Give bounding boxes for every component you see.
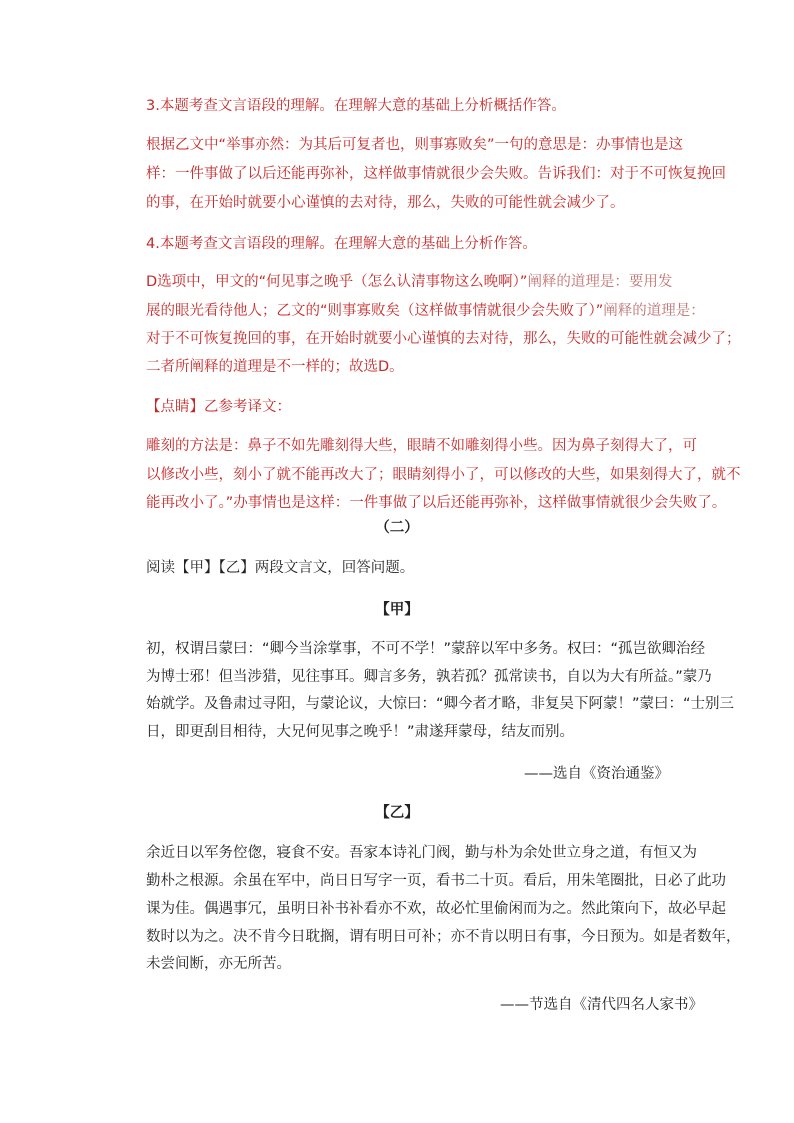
- q4-line2-part-b: 阐释的道理是：: [603, 303, 705, 319]
- q4-title: 4.本题考查文言语段的理解。在理解大意的基础上分析作答。: [146, 236, 537, 252]
- jia-line-1: 初，权谓吕蒙曰：“卿今当涂掌事，不可不学！”蒙辞以军中多务。权曰：“孤岂欲卿治经: [146, 641, 706, 657]
- translation-line-2: 以修改小些，刻小了就不能再改大了；眼睛刻得小了，可以修改的大些，如果刻得大了，就不: [146, 467, 741, 483]
- dianjing-text: 乙参考译文：: [204, 399, 291, 415]
- yi-line-1: 余近日以军务倥偬，寝食不安。吾家本诗礼门阀，勤与朴为余处世立身之道，有恒又为: [146, 845, 697, 861]
- yi-heading: 【乙】: [375, 805, 419, 821]
- q3-paragraph-line-2: 样：一件事做了以后还能再弥补，这样做事情就很少会失败。告诉我们：对于不可恢复挽回: [146, 166, 726, 182]
- section-two-heading: （二）: [375, 520, 419, 536]
- q4-line1-part-b: 阐释的道理是：要用发: [527, 274, 673, 290]
- q4-line1-part-a: D选项中，甲文的“何见事之晚乎（怎么认清事物这么晚啊）”: [146, 274, 528, 290]
- q3-title: 3.本题考查文言语段的理解。在理解大意的基础上分析概括作答。: [146, 98, 566, 114]
- yi-line-4: 数时以为之。决不肯今日耽搁，谓有明日可补；亦不肯以明日有事，今日预为。如是者数年，: [146, 929, 741, 945]
- jia-line-3: 始就学。及鲁肃过寻阳，与蒙论议，大惊曰：“卿今者才略，非复吴下阿蒙！”蒙曰：“士别三: [146, 696, 735, 712]
- jia-line-2: 为博士邪！但当涉猎，见往事耳。卿言多务，孰若孤？孤常读书，自以为大有所益。”蒙乃: [146, 669, 712, 685]
- dianjing-line: [146, 398, 291, 416]
- q4-paragraph-line-1: [146, 273, 672, 291]
- q4-paragraph-line-2: [146, 302, 705, 320]
- q3-paragraph-line-3: 的事，在开始时就要小心谨慎的去对待，那么，失败的可能性就会减少了。: [146, 195, 625, 211]
- jia-heading: 【甲】: [375, 602, 419, 618]
- jia-source: ——选自《资治通鉴》: [524, 766, 669, 782]
- section-two-instruction: 阅读【甲】【乙】两段文言文，回答问题。: [146, 560, 415, 576]
- yi-source: ——节选自《清代四名人家书》: [500, 997, 703, 1013]
- jia-line-4: 日，即更刮目相待，大兄何见事之晚乎！”肃遂拜蒙母，结友而别。: [146, 724, 575, 740]
- yi-line-3: 课为佳。偶遇事冗，虽明日补书补看亦不欢，故必忙里偷闲而为之。然此策向下，故必早起: [146, 901, 726, 917]
- yi-line-5: 未尝间断，亦无所苦。: [146, 956, 291, 972]
- q3-paragraph-line-1: 根据乙文中“举事亦然：为其后可复者也，则事寡败矣”一句的意思是：办事情也是这: [146, 137, 684, 153]
- q4-line2-part-a: 展的眼光看待他人；乙文的“则事寡败矣（这样做事情就很少会失败了）”: [146, 303, 604, 319]
- q4-paragraph-line-3: 对于不可恢复挽回的事，在开始时就要小心谨慎的去对待，那么，失败的可能性就会减少了；: [146, 331, 741, 347]
- translation-line-1: 雕刻的方法是：鼻子不如先雕刻得大些，眼睛不如雕刻得小些。因为鼻子刻得大了，可: [146, 438, 697, 454]
- translation-line-3: 能再改小了。”办事情也是这样：一件事做了以后还能再弥补，这样做事情就很少会失败了。: [146, 495, 727, 511]
- dianjing-label: 【点睛】: [146, 399, 204, 415]
- q4-paragraph-line-4: 二者所阐释的道理是不一样的；故选D。: [146, 359, 404, 375]
- yi-line-2: 勤朴之根源。余虽在军中，尚日日写字一页，看书二十页。看后，用朱笔圈批，日必了此功: [146, 873, 726, 889]
